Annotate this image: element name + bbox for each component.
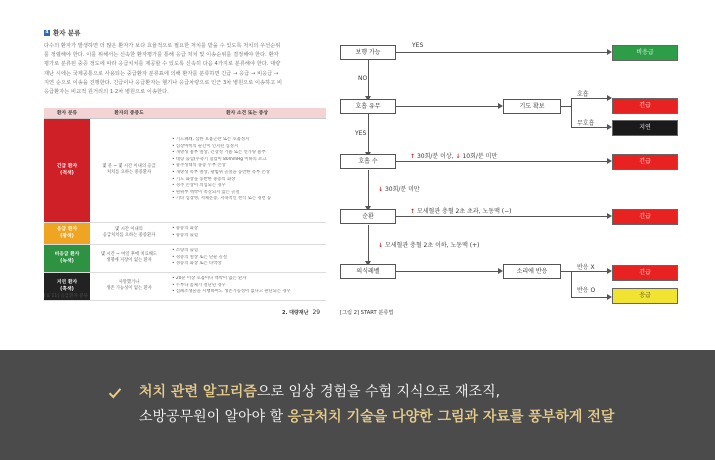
paragraph-line: 다수의 환자가 발생하면 더 많은 환자가 보다 효율적으로 필요한 처치를 받을 수 있도록 처치의 우선순위 — [44, 43, 281, 49]
symptom-item: • 경증의 화상 또는 타박상 — [172, 261, 222, 267]
rate-high-text: 30회/분 이상, — [416, 153, 456, 160]
connector-line — [571, 127, 608, 128]
connector-line — [571, 98, 608, 99]
symptom-item: • 개방성 흉부 열상, 긴장성 기흉 또는 연가양 흉부 — [172, 150, 266, 156]
rate-mid-label — [378, 184, 420, 193]
category-color: (황색) — [60, 234, 74, 239]
banner-line-2 — [139, 406, 614, 426]
cap-high-label — [410, 206, 511, 215]
arrow-right-icon — [498, 103, 503, 109]
yes-label: YES — [412, 42, 424, 49]
column-header: 환자 분류 — [44, 108, 90, 118]
cap-low-label — [378, 240, 479, 249]
connector-line — [396, 161, 608, 162]
banner-text: 소방공무원이 알아야 할 — [139, 409, 288, 425]
banner-text: 으로 임상 경험을 수험 지식으로 재조직, — [256, 384, 501, 400]
category-label: 긴급 환자 — [56, 164, 78, 169]
symptom-item: • 기도폐쇄, 심한 호흡곤란 또는 호흡정지 — [172, 137, 250, 143]
table-header-row — [44, 108, 326, 118]
severity-line: 생존 가능성이 없는 환자 — [106, 286, 152, 291]
result-non-urgent: 비응급 — [612, 45, 678, 61]
node-response: 소리에 반응 — [503, 264, 561, 279]
symptoms-cell — [168, 118, 326, 222]
paragraph-line: 평가로 분류된 중증 정도에 따라 응급치치를 제공할 수 있도록 신속히 다음 4가지로 분류해야 한다. 대량 — [44, 61, 281, 68]
page-footer — [282, 309, 320, 316]
table-row — [44, 118, 326, 222]
table-row — [44, 244, 326, 272]
symptom-item: • 대량 출혈(수축기 혈압이 80mmHg 이하의 쇼크 — [172, 156, 267, 162]
connector-line — [396, 216, 608, 217]
connector-line — [368, 225, 369, 263]
arrow-right-icon — [498, 268, 503, 274]
paragraph-line: 응급환자는 비교적 원거리의 1·2차 병원으로 이송한다. — [44, 89, 169, 96]
intro-paragraph — [44, 42, 326, 97]
rate-mid-text: 30회/분 미만 — [384, 186, 420, 193]
node-airway: 기도 확보 — [503, 99, 561, 114]
symptom-item: • 심폐소생술을 시행하여도 생존가능성이 없다고 판단되는 경우 — [172, 289, 291, 295]
severity-line: 처치를 요하는 중증환자 — [106, 170, 152, 175]
left-column — [44, 28, 326, 97]
node-mental: 의식레벨 — [340, 264, 396, 279]
arrow-up-icon: ↑ — [410, 208, 416, 215]
result-urgent: 긴급 — [612, 265, 678, 281]
table-row — [44, 222, 326, 244]
node-rate: 호흡 수 — [340, 154, 396, 169]
symptoms-cell — [168, 222, 326, 244]
symptom-item: • 경추 손상이 의심되는 경우 — [172, 183, 226, 189]
category-color: (흑색) — [60, 287, 74, 292]
severity-cell — [90, 272, 168, 300]
checkmark-icon — [108, 386, 122, 400]
result-urgent: 긴급 — [612, 209, 678, 225]
symptom-item: • 소량의 출혈 — [172, 248, 199, 254]
connector-line — [368, 60, 369, 98]
node-breath: 호흡 유무 — [340, 99, 396, 114]
node-circulation: 순환 — [340, 209, 396, 224]
symptom-item: • 20분 이상 호흡이나 맥박이 없는 환자 — [172, 276, 247, 282]
connector-line — [571, 271, 572, 297]
category-label: 지연 환자 — [56, 280, 78, 285]
arrow-up-icon: ↑ — [410, 153, 416, 160]
no-label: NO — [358, 75, 368, 82]
rate-criteria-label — [410, 151, 497, 160]
section-heading — [44, 28, 326, 37]
connector-line — [571, 297, 608, 298]
arrow-down-icon: ↓ — [455, 153, 461, 160]
banner-highlight: 응급처치 기술을 다양한 그림과 자료를 풍부하게 전달 — [287, 409, 615, 425]
severity-line: 사망했거나 — [118, 279, 140, 285]
symptoms-cell — [168, 272, 326, 300]
severity-line: 응급처치를 요하는 중증환자 — [102, 233, 156, 238]
category-label: 비응급 환자 — [54, 252, 80, 257]
symptom-item: • 기도 화상을 동반한 중증의 화상 — [172, 176, 236, 182]
connector-line — [571, 271, 608, 272]
symptom-item: • 원위부 맥박이 촉진되지 않는 골절 — [172, 189, 240, 195]
connector-line — [571, 98, 572, 128]
arrow-down-icon: ↓ — [378, 242, 384, 249]
severity-cell — [90, 118, 168, 222]
node-walk: 보행 가능 — [340, 45, 396, 60]
cap-low-text: 모세혈관 충혈 2초 이하, 노동맥 (+) — [384, 242, 480, 249]
breathing-label: 호흡 — [577, 91, 589, 98]
symptom-item: • 기타 심장병, 저체온증, 지속적인 천식 또는 경련 등 — [172, 196, 272, 202]
connector-line — [561, 271, 571, 272]
severity-cell — [90, 222, 168, 244]
category-cell — [44, 118, 90, 222]
result-urgent: 긴급 — [612, 154, 678, 170]
response-yes-label: 반응 O — [577, 287, 596, 294]
paragraph-line: 지연 순으로 이송을 진행한다. 긴급이나 응급환자는 헬기나 응급차량으로 인근 3차 병원으로 이송하고 비 — [44, 79, 283, 86]
severity-cell — [90, 244, 168, 272]
severity-line: 몇 시간 이내의 — [115, 226, 143, 232]
cap-high-text: 모세혈관 충혈 2초 초과, 노동맥 (−) — [416, 208, 512, 215]
symptom-item: • 심장마비의 순간이 인지된 심정지 — [172, 143, 239, 149]
symptom-item: • 중증의 화상 — [172, 226, 199, 232]
connector-line — [396, 271, 498, 272]
result-delayed: 지연 — [612, 120, 678, 136]
connector-line — [368, 170, 369, 208]
paragraph-line: 를 정렬해야 한다. 이를 위해서는 신속한 환자평가를 통해 응급 처치 및 이송순위를 결정해야 한다. 환자 — [44, 52, 279, 59]
connector-line — [396, 52, 608, 53]
page-number: 29 — [312, 309, 321, 316]
promo-banner — [0, 350, 715, 460]
result-emergency: 응급 — [612, 288, 678, 304]
symptom-item: • 중추성대의 중증 두부 손상 — [172, 163, 226, 169]
apnea-label: 무호흡 — [577, 120, 595, 127]
response-no-label: 반응 X — [577, 264, 595, 271]
section-title: 환자 분류 — [53, 29, 81, 37]
table-caption: [표 11] 응급환자 분류 — [44, 294, 88, 299]
symptoms-cell — [168, 244, 326, 272]
banner-line-1 — [139, 381, 500, 401]
page-section: 2. 대량재난 — [282, 310, 309, 316]
result-urgent: 긴급 — [612, 98, 678, 114]
category-color: (적색) — [60, 171, 74, 176]
figure-caption: [그림 2] START 분류법 — [340, 310, 394, 316]
category-cell — [44, 244, 90, 272]
yes-label: YES — [355, 130, 367, 137]
connector-line — [561, 106, 571, 107]
rate-low-text: 10회/분 미만 — [462, 153, 498, 160]
symptom-item: • 두부나 몸체가 절단된 경우 — [172, 282, 226, 288]
column-header: 환자의 중증도 — [90, 108, 168, 118]
column-header: 환자 소견 또는 증상 — [168, 108, 326, 118]
category-cell — [44, 222, 90, 244]
category-color: (녹색) — [60, 259, 74, 264]
arrow-down-icon: ↓ — [378, 186, 384, 193]
section-number-icon: 4 — [45, 29, 49, 35]
banner-highlight: 처치 관련 알고리즘 — [139, 384, 257, 400]
connector-line — [368, 114, 369, 154]
symptom-item: • 개방성 복부 열상, 광범위 골절을 동반한 복부 손상 — [172, 170, 270, 175]
symptom-item: • 경증의 열상 또는 단순 골절 — [172, 254, 228, 260]
connector-line — [396, 106, 498, 107]
severity-line: 생명에 지장이 없는 환자 — [106, 258, 152, 263]
paragraph-line: 재난 시에는 국제공통으로 사용되는 중급환자 분류표에 의해 환자를 분류하면 긴급 → 응급 → 비응급 → — [44, 70, 279, 77]
triage-table — [44, 108, 326, 301]
category-label: 응급 환자 — [56, 227, 78, 232]
symptom-item: • 중증의 출혈 — [172, 233, 199, 238]
severity-line: 몇 분 ~ 몇 시간 이내의 응급 — [102, 163, 156, 169]
severity-line: 몇 시간 ~ 여일 후에 치료해도 — [100, 251, 158, 257]
